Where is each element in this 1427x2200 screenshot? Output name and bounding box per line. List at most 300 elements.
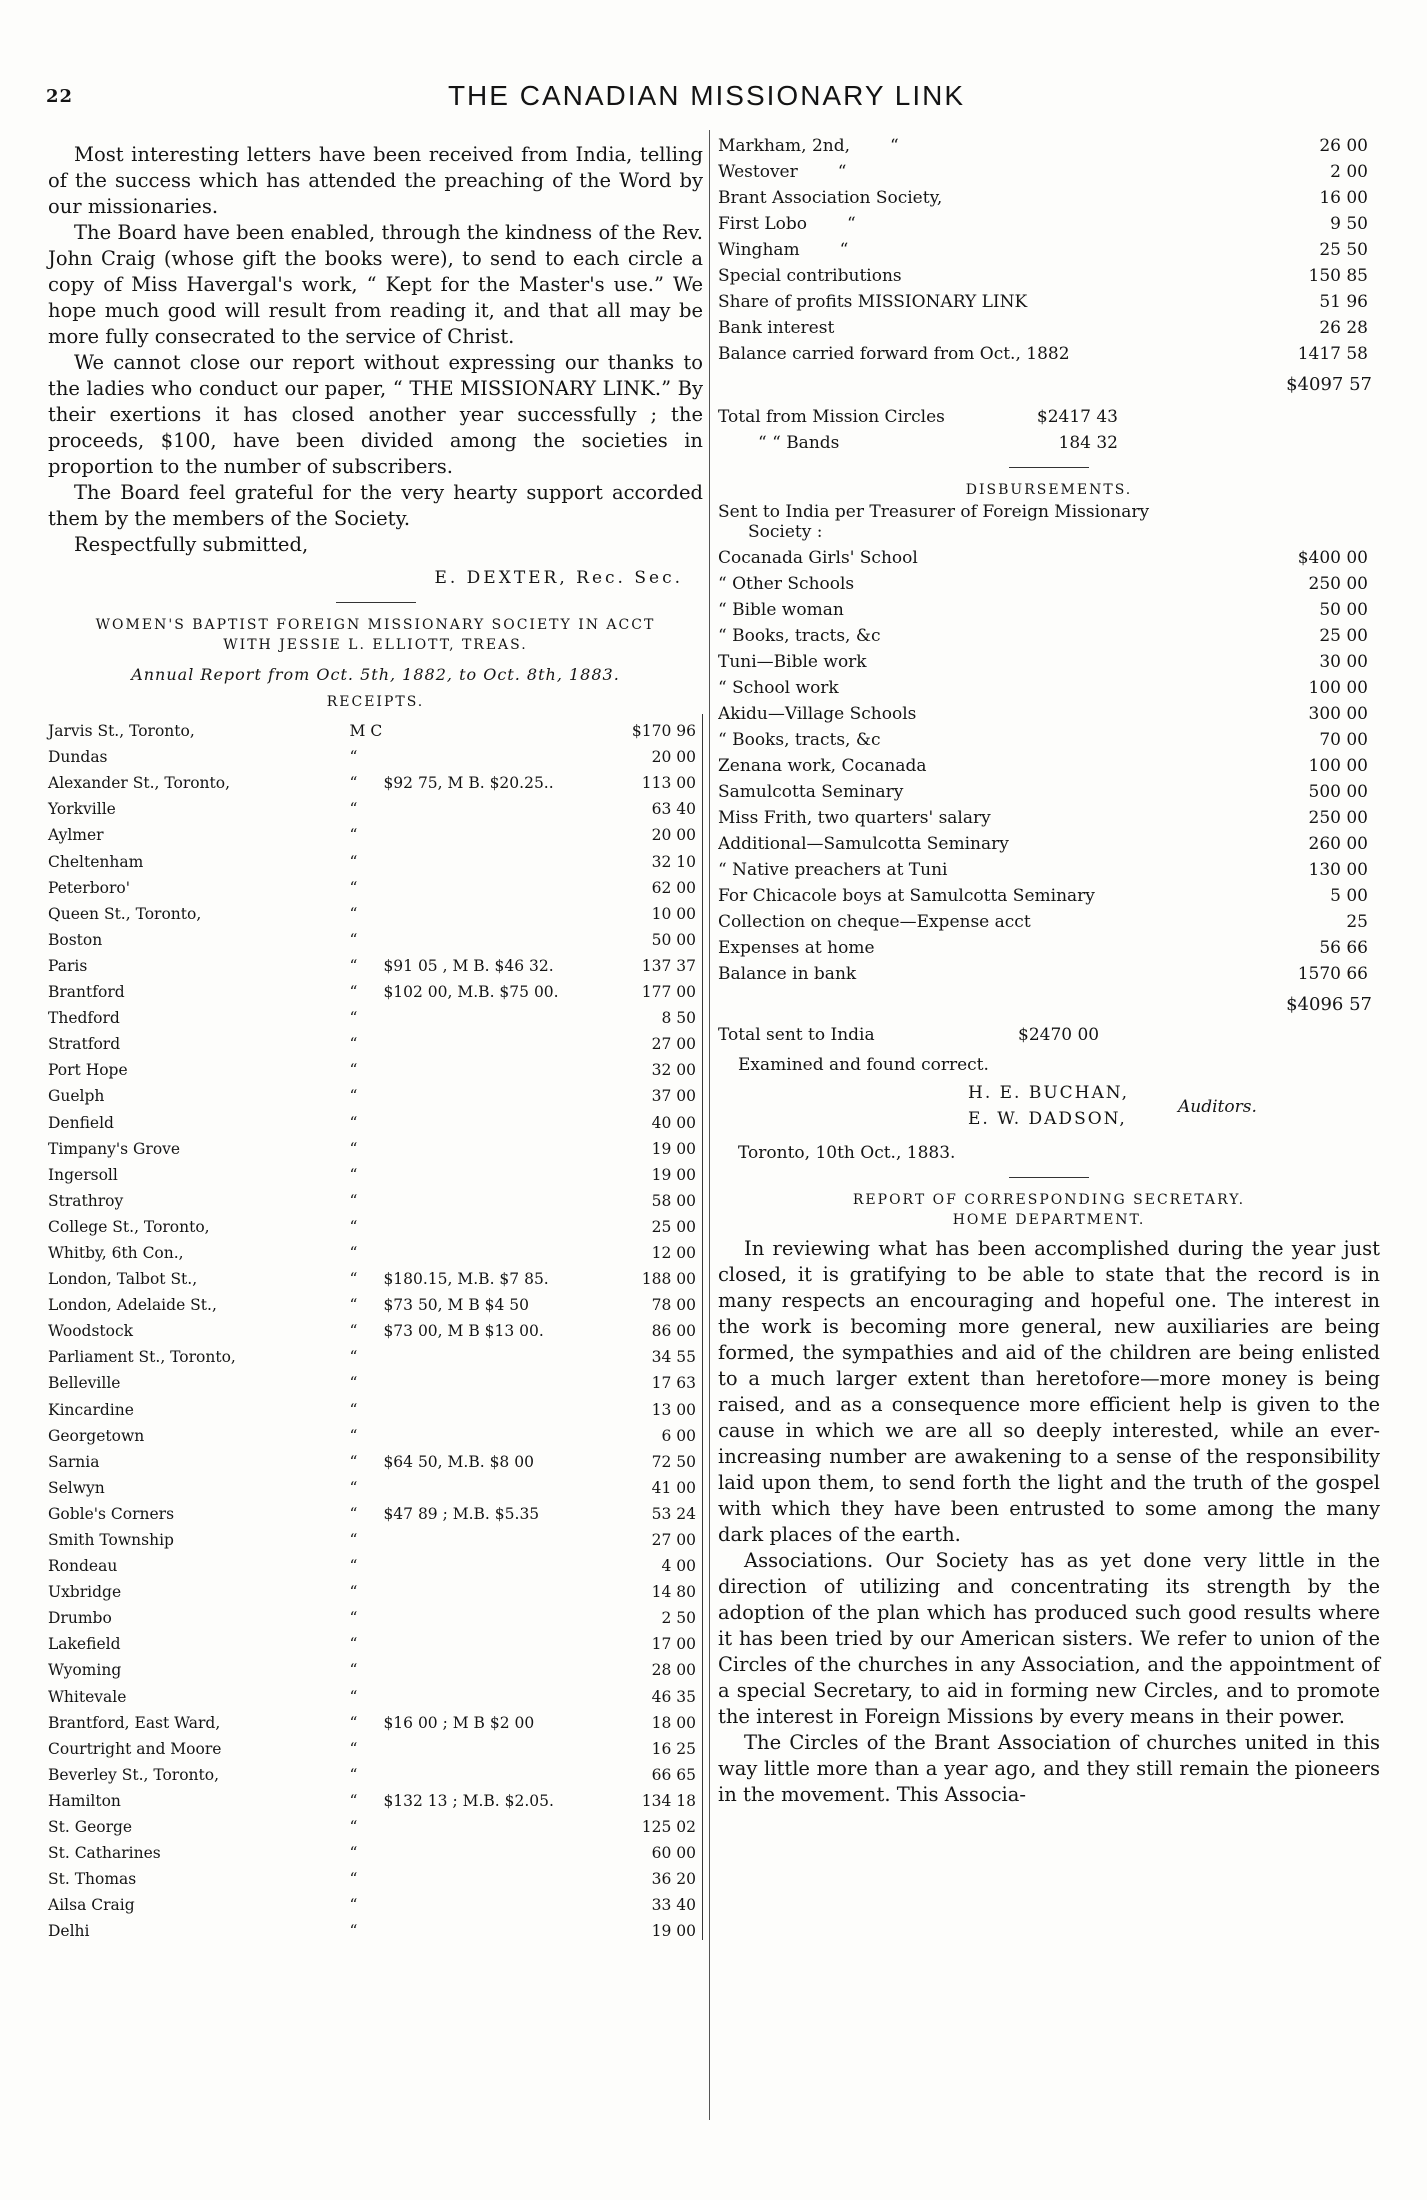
receipt-note xyxy=(383,818,609,844)
right-column xyxy=(718,130,1380,1808)
receipt-amount: 188 00 xyxy=(610,1262,703,1288)
receipts-total: $4097 57 xyxy=(1286,374,1372,395)
receipt-mark: “ xyxy=(349,1818,358,1837)
receipt-amount: 20 00 xyxy=(610,740,703,766)
ledger-amount: 2 00 xyxy=(1330,162,1368,182)
receipt-note: $16 00 ; M B $2 00 xyxy=(383,1713,535,1732)
receipt-note xyxy=(383,1575,609,1601)
receipt-mark: “ xyxy=(349,800,358,819)
receipt-mark: “ xyxy=(349,1791,358,1810)
table-row xyxy=(48,1784,703,1810)
receipt-name: Smith Township xyxy=(48,1531,174,1549)
disbursement-amount: 56 66 xyxy=(1319,938,1368,958)
receipt-note: $180.15, M.B. $7 85. xyxy=(383,1270,549,1289)
receipt-mark: M C xyxy=(349,722,383,741)
receipt-mark: “ xyxy=(349,904,358,923)
table-row xyxy=(48,792,703,818)
receipt-mark: “ xyxy=(349,826,358,845)
receipt-note xyxy=(383,1210,609,1236)
table-row xyxy=(718,698,1368,724)
receipt-amount: 20 00 xyxy=(610,818,703,844)
receipt-amount: 46 35 xyxy=(610,1679,703,1705)
table-row xyxy=(48,1679,703,1705)
receipt-mark: “ xyxy=(349,1270,358,1289)
receipt-name: Parliament St., Toronto, xyxy=(48,1348,236,1367)
receipt-amount: 78 00 xyxy=(610,1288,703,1314)
receipt-amount: 60 00 xyxy=(610,1836,703,1862)
disbursement-amount: $400 00 xyxy=(1297,548,1368,568)
receipt-amount: 28 00 xyxy=(610,1653,703,1679)
ledger-amount: 9 50 xyxy=(1330,214,1368,234)
disbursement-item: Collection on cheque—Expense acct xyxy=(718,912,1031,932)
table-row xyxy=(718,802,1368,828)
table-row xyxy=(48,714,703,740)
disbursement-item: “ Books, tracts, &c xyxy=(718,626,881,646)
circles-label: Total from Mission Circles xyxy=(718,407,945,427)
receipt-name: Georgetown xyxy=(48,1426,145,1445)
ledger-amount: 16 00 xyxy=(1319,188,1368,208)
table-row xyxy=(48,1758,703,1784)
receipt-mark: “ xyxy=(349,1348,358,1367)
table-row xyxy=(718,208,1368,234)
receipt-name: Alexander St., Toronto, xyxy=(48,774,231,793)
receipt-note xyxy=(383,1419,609,1445)
ledger-item: Balance carried forward from Oct., 1882 xyxy=(718,344,1070,364)
disbursement-item: Additional—Samulcotta Seminary xyxy=(718,834,1009,854)
receipt-name: Timpany's Grove xyxy=(48,1139,181,1158)
disbursement-amount: 50 00 xyxy=(1319,600,1368,620)
examined-note: Examined and found correct. xyxy=(738,1055,989,1075)
table-row xyxy=(48,1575,703,1601)
table-row xyxy=(48,1027,703,1053)
table-row xyxy=(48,1810,703,1836)
table-row xyxy=(718,260,1368,286)
account-title-2: WITH JESSIE L. ELLIOTT, TREAS. xyxy=(223,637,528,653)
receipt-mark: “ xyxy=(349,852,358,871)
table-row xyxy=(48,1445,703,1471)
receipt-note xyxy=(383,1627,609,1653)
receipt-name: Peterboro' xyxy=(48,878,130,897)
disbursement-amount: 250 00 xyxy=(1308,808,1368,828)
receipt-mark: “ xyxy=(349,1557,358,1576)
table-row xyxy=(718,130,1368,156)
table-row xyxy=(718,594,1368,620)
disbursement-amount: 260 00 xyxy=(1308,834,1368,854)
receipt-note: $64 50, M.B. $8 00 xyxy=(383,1452,534,1471)
receipt-name: Denfield xyxy=(48,1113,114,1132)
receipt-mark: “ xyxy=(349,1452,358,1471)
receipt-amount: 34 55 xyxy=(610,1340,703,1366)
receipt-name: Thedford xyxy=(48,1009,120,1028)
receipt-mark: “ xyxy=(349,1061,358,1080)
receipt-name: Dundas xyxy=(48,748,108,767)
receipt-name: London, Adelaide St., xyxy=(48,1296,217,1315)
india-total xyxy=(718,1019,1118,1045)
receipt-mark: “ xyxy=(349,956,358,975)
ledger-item-cell xyxy=(718,286,1278,312)
receipt-note xyxy=(383,1732,609,1758)
receipt-amount: 137 37 xyxy=(610,949,703,975)
receipt-name: Hamilton xyxy=(48,1791,121,1810)
table-row xyxy=(718,880,1368,906)
receipt-mark: “ xyxy=(349,983,358,1002)
receipt-amount: 2 50 xyxy=(610,1601,703,1627)
receipt-amount: 32 00 xyxy=(610,1053,703,1079)
table-row xyxy=(48,1471,703,1497)
receipt-mark: “ xyxy=(349,1191,358,1210)
paragraph: The Board feel grateful for the very hearty support accorded them by the members of the Society. xyxy=(48,481,703,530)
disbursements-total: $4096 57 xyxy=(1286,994,1372,1015)
receipt-mark: “ xyxy=(349,1009,358,1028)
receipt-note xyxy=(383,1601,609,1627)
receipt-mark: “ xyxy=(349,930,358,949)
receipt-note xyxy=(383,1132,609,1158)
ledger-item: Special contributions xyxy=(718,266,902,286)
table-row xyxy=(718,234,1368,260)
table-row xyxy=(718,906,1368,932)
table-row xyxy=(48,1262,703,1288)
receipt-amount: 177 00 xyxy=(610,975,703,1001)
table-row xyxy=(48,1706,703,1732)
table-row xyxy=(48,923,703,949)
auditor-1: H. E. BUCHAN, xyxy=(968,1083,1129,1103)
ledger-item-cell xyxy=(718,260,1278,286)
receipt-mark: “ xyxy=(349,1739,358,1758)
table-row xyxy=(48,1105,703,1131)
report-heading: REPORT OF CORRESPONDING SECRETARY. xyxy=(852,1192,1246,1208)
table-row xyxy=(718,620,1368,646)
receipt-mark: “ xyxy=(349,1713,358,1732)
receipt-note xyxy=(383,1758,609,1784)
receipt-note xyxy=(383,792,609,818)
ledger-item: Markham, 2nd, xyxy=(718,136,851,156)
receipt-name: Sarnia xyxy=(48,1452,100,1471)
receipt-mark: “ xyxy=(349,1035,358,1054)
ledger-item: Brant Association Society, xyxy=(718,188,943,208)
table-row xyxy=(48,1627,703,1653)
disbursement-amount: 1570 66 xyxy=(1297,964,1368,984)
page-number: 22 xyxy=(46,86,74,107)
paragraph: In reviewing what has been accomplished during the year just closed, it is gratifying to be able to state that the record is in many respects an encouraging and hopeful one. The interest in the work is becoming more general, new auxiliaries are being formed, the sympathies and aid of the children are being enlisted to a much larger extent than heretofore—more money is being raised, and as a consequence more efficient help is given to the cause in which we are all so deeply interested, while an ever-increasing number are awakening to a sense of the responsibility laid upon them, to send forth the light and the truth of the gospel with which they have been entrusted to some among the many dark places of the earth. xyxy=(718,1237,1380,1546)
table-row xyxy=(718,646,1368,672)
receipt-name: Brantford, East Ward, xyxy=(48,1713,221,1732)
table-row xyxy=(718,427,1118,453)
receipt-mark: “ xyxy=(349,1087,358,1106)
receipt-name: Lakefield xyxy=(48,1635,121,1654)
disbursement-amount: 25 00 xyxy=(1319,626,1368,646)
receipt-note xyxy=(383,1549,609,1575)
ledger-amount: 150 85 xyxy=(1308,266,1368,286)
table-row xyxy=(718,401,1118,427)
disbursement-item: Balance in bank xyxy=(718,964,857,984)
receipt-note: $73 00, M B $13 00. xyxy=(383,1322,544,1341)
receipt-mark: “ xyxy=(349,1922,358,1941)
disbursement-amount: 500 00 xyxy=(1308,782,1368,802)
receipt-amount: 12 00 xyxy=(610,1236,703,1262)
disbursement-amount: 30 00 xyxy=(1319,652,1368,672)
receipt-amount: 17 00 xyxy=(610,1627,703,1653)
receipt-note xyxy=(383,923,609,949)
receipt-note xyxy=(383,1236,609,1262)
table-row xyxy=(48,1366,703,1392)
ledger-item: Wingham xyxy=(718,240,800,260)
table-row xyxy=(48,975,703,1001)
receipt-note xyxy=(383,1184,609,1210)
receipt-mark: “ xyxy=(349,1426,358,1445)
receipt-note xyxy=(383,1810,609,1836)
receipt-amount: 36 20 xyxy=(610,1862,703,1888)
receipts-heading: RECEIPTS. xyxy=(326,694,425,710)
ledger-mark xyxy=(1070,344,1110,364)
page-header xyxy=(46,80,1367,120)
receipt-amount: 50 00 xyxy=(610,923,703,949)
ledger-amount: 26 28 xyxy=(1319,318,1368,338)
receipt-note xyxy=(383,1340,609,1366)
receipt-name: Aylmer xyxy=(48,826,104,845)
table-row xyxy=(718,958,1368,984)
receipt-mark: “ xyxy=(349,1844,358,1863)
receipt-note xyxy=(383,1158,609,1184)
receipt-amount: 8 50 xyxy=(610,1001,703,1027)
table-row xyxy=(48,1392,703,1418)
ledger-amount: 25 50 xyxy=(1319,240,1368,260)
ledger-mark xyxy=(902,266,942,286)
receipt-amount: 19 00 xyxy=(610,1158,703,1184)
table-row xyxy=(718,568,1368,594)
table-row xyxy=(48,1914,703,1940)
receipt-name: Kincardine xyxy=(48,1400,134,1419)
receipt-note: $73 50, M B $4 50 xyxy=(383,1296,530,1315)
receipt-note xyxy=(383,714,609,740)
receipt-mark: “ xyxy=(349,1635,358,1654)
receipt-mark: “ xyxy=(349,1661,358,1680)
receipt-amount: 27 00 xyxy=(610,1027,703,1053)
circle-band-totals xyxy=(718,401,1118,453)
receipt-amount: 53 24 xyxy=(610,1497,703,1523)
receipt-mark: “ xyxy=(349,1139,358,1158)
receipt-mark: “ xyxy=(349,1113,358,1132)
receipt-name: Rondeau xyxy=(48,1557,118,1576)
table-row xyxy=(48,1601,703,1627)
table-row xyxy=(48,1314,703,1340)
receipt-name: Boston xyxy=(48,930,103,949)
receipt-name: Queen St., Toronto, xyxy=(48,904,202,923)
ledger-mark xyxy=(942,188,982,208)
receipt-note xyxy=(383,897,609,923)
receipt-name: Stratford xyxy=(48,1035,121,1054)
receipt-mark: “ xyxy=(349,1609,358,1628)
disbursement-amount: 100 00 xyxy=(1308,678,1368,698)
receipt-amount: 41 00 xyxy=(610,1471,703,1497)
receipt-mark: “ xyxy=(349,1870,358,1889)
table-row xyxy=(48,740,703,766)
receipt-mark: “ xyxy=(349,1504,358,1523)
ledger-mark: “ xyxy=(837,162,847,182)
ledger-item-cell xyxy=(718,208,1278,234)
table-row xyxy=(48,1184,703,1210)
ledger-mark xyxy=(834,318,874,338)
receipt-note xyxy=(383,1679,609,1705)
journal-title: THE CANADIAN MISSIONARY LINK xyxy=(447,80,966,111)
table-row xyxy=(48,897,703,923)
receipt-note: $132 13 ; M.B. $2.05. xyxy=(383,1791,554,1810)
india-amount: $2470 00 xyxy=(1018,1025,1100,1045)
receipt-amount: 113 00 xyxy=(610,766,703,792)
receipt-mark: “ xyxy=(349,1217,358,1236)
receipt-name: Yorkville xyxy=(48,800,116,819)
disbursements-heading: DISBURSEMENTS. xyxy=(965,482,1133,498)
receipt-note xyxy=(383,1053,609,1079)
receipt-name: Woodstock xyxy=(48,1322,134,1341)
disbursement-item: Cocanada Girls' School xyxy=(718,548,918,568)
disbursement-amount: 250 00 xyxy=(1308,574,1368,594)
signature: E. DEXTER, Rec. Sec. xyxy=(434,568,683,588)
table-row xyxy=(718,156,1368,182)
table-row xyxy=(48,1210,703,1236)
receipt-note xyxy=(383,740,609,766)
ledger-mark: “ xyxy=(890,136,899,156)
divider-rule xyxy=(336,602,416,603)
table-row xyxy=(48,844,703,870)
disbursement-amount: 300 00 xyxy=(1308,704,1368,724)
table-row xyxy=(48,871,703,897)
receipt-amount: 33 40 xyxy=(610,1888,703,1914)
account-title-1: WOMEN'S BAPTIST FOREIGN MISSIONARY SOCIETY IN ACCT xyxy=(95,617,656,633)
table-row xyxy=(718,828,1368,854)
table-row xyxy=(48,949,703,975)
disbursement-item: “ Native preachers at Tuni xyxy=(718,860,948,880)
ledger-amount: 51 96 xyxy=(1319,292,1368,312)
paragraph: Most interesting letters have been received from India, telling of the success which has attended the preaching of the Word by our missionaries. xyxy=(48,143,703,218)
auditors-block xyxy=(718,1083,1380,1137)
receipt-note xyxy=(383,1914,609,1940)
receipt-name: St. Thomas xyxy=(48,1870,137,1889)
receipt-name: Delhi xyxy=(48,1922,90,1941)
receipt-amount: 27 00 xyxy=(610,1523,703,1549)
ledger-item: First Lobo xyxy=(718,214,807,234)
receipt-amount: 63 40 xyxy=(610,792,703,818)
ledger-mark: “ xyxy=(846,214,856,234)
disbursement-item: Samulcotta Seminary xyxy=(718,782,904,802)
table-row xyxy=(718,932,1368,958)
receipt-note xyxy=(383,1001,609,1027)
receipt-name: Whitevale xyxy=(48,1687,127,1706)
receipt-amount: $170 96 xyxy=(610,714,703,740)
receipt-mark: “ xyxy=(349,1765,358,1784)
paragraph: The Board have been enabled, through the kindness of the Rev. John Craig (whose gift the books were), to send to each circle a copy of Miss Havergal's work, “ Kept for the Master's use.” We hope much good will result from reading it, and that all may be more fully consecrated to the service of Christ. xyxy=(48,221,703,348)
receipt-amount: 19 00 xyxy=(610,1914,703,1940)
receipt-amount: 13 00 xyxy=(610,1392,703,1418)
divider-rule xyxy=(1009,1177,1089,1178)
receipt-note xyxy=(383,1862,609,1888)
disbursement-item: “ Other Schools xyxy=(718,574,855,594)
india-label: Total sent to India xyxy=(718,1025,875,1045)
receipt-amount: 6 00 xyxy=(610,1419,703,1445)
receipt-name: St. Catharines xyxy=(48,1844,161,1863)
receipt-mark: “ xyxy=(349,1374,358,1393)
receipt-mark: “ xyxy=(349,1896,358,1915)
ledger-amount: 1417 58 xyxy=(1297,344,1368,364)
table-row xyxy=(48,1549,703,1575)
receipt-name: London, Talbot St., xyxy=(48,1270,198,1289)
ledger-mark: “ xyxy=(839,240,849,260)
ledger-item: Share of profits MISSIONARY LINK xyxy=(718,292,1028,312)
disbursement-amount: 70 00 xyxy=(1319,730,1368,750)
receipt-note: $102 00, M.B. $75 00. xyxy=(383,983,559,1002)
receipt-name: Guelph xyxy=(48,1087,105,1106)
disbursement-item: Tuni—Bible work xyxy=(718,652,867,672)
receipt-amount: 4 00 xyxy=(610,1549,703,1575)
receipt-note xyxy=(383,871,609,897)
ledger-item-cell xyxy=(718,234,1278,260)
auditor-2: E. W. DADSON, xyxy=(968,1109,1127,1129)
receipt-name: Beverley St., Toronto, xyxy=(48,1765,220,1784)
paragraph: We cannot close our report without expressing our thanks to the ladies who conduct our paper, “ THE MISSIONARY LINK.” By their exertions it has closed another year successfully ; the proceeds, $100, have been divided among the societies in proportion to the number of subscribers. xyxy=(48,351,703,478)
table-row xyxy=(48,1523,703,1549)
disbursement-item: “ School work xyxy=(718,678,839,698)
receipt-name: College St., Toronto, xyxy=(48,1217,210,1236)
receipt-name: St. George xyxy=(48,1818,133,1837)
receipt-note xyxy=(383,1653,609,1679)
receipt-note xyxy=(383,1392,609,1418)
disbursement-item: Akidu—Village Schools xyxy=(718,704,917,724)
receipt-amount: 86 00 xyxy=(610,1314,703,1340)
receipt-amount: 125 02 xyxy=(610,1810,703,1836)
table-row xyxy=(48,1888,703,1914)
divider-rule xyxy=(1009,467,1089,468)
paragraph: Respectfully submitted, xyxy=(74,533,309,556)
receipt-mark: “ xyxy=(349,1322,358,1341)
table-row xyxy=(48,1053,703,1079)
ledger-item-cell xyxy=(718,156,1278,182)
disbursement-item: “ Books, tracts, &c xyxy=(718,730,881,750)
receipt-mark: “ xyxy=(349,1243,358,1262)
receipt-name: Strathroy xyxy=(48,1191,124,1210)
table-row xyxy=(718,542,1368,568)
table-row xyxy=(718,338,1368,364)
disbursements-table xyxy=(718,542,1368,984)
receipt-name: Drumbo xyxy=(48,1609,112,1628)
ledger-item-cell xyxy=(718,312,1278,338)
receipt-name: Wyoming xyxy=(48,1661,122,1680)
ledger-item-cell xyxy=(718,182,1278,208)
table-row xyxy=(48,818,703,844)
receipt-note: $91 05 , M B. $46 32. xyxy=(383,956,554,975)
circles-amount: $2417 43 xyxy=(1036,407,1118,427)
receipt-note xyxy=(383,1366,609,1392)
receipt-name: Goble's Corners xyxy=(48,1504,175,1523)
paragraph: The Circles of the Brant Association of churches united in this way little more than a year ago, and they still remain the pioneers in the movement. This Associa- xyxy=(718,1731,1380,1806)
receipt-name: Whitby, 6th Con., xyxy=(48,1243,184,1262)
table-row xyxy=(48,1079,703,1105)
ledger-item: Westover xyxy=(718,162,798,182)
table-row xyxy=(48,1236,703,1262)
disbursement-amount: 5 00 xyxy=(1330,886,1368,906)
table-row xyxy=(48,1419,703,1445)
table-row xyxy=(48,1862,703,1888)
sent-line-2: Society : xyxy=(748,522,823,542)
left-column xyxy=(48,142,703,1940)
receipt-amount: 58 00 xyxy=(610,1184,703,1210)
receipt-amount: 37 00 xyxy=(610,1079,703,1105)
receipt-name: Selwyn xyxy=(48,1478,105,1497)
table-row xyxy=(718,672,1368,698)
receipt-note xyxy=(383,1888,609,1914)
table-row xyxy=(48,1732,703,1758)
receipt-note xyxy=(383,1105,609,1131)
table-row xyxy=(718,776,1368,802)
receipt-amount: 10 00 xyxy=(610,897,703,923)
